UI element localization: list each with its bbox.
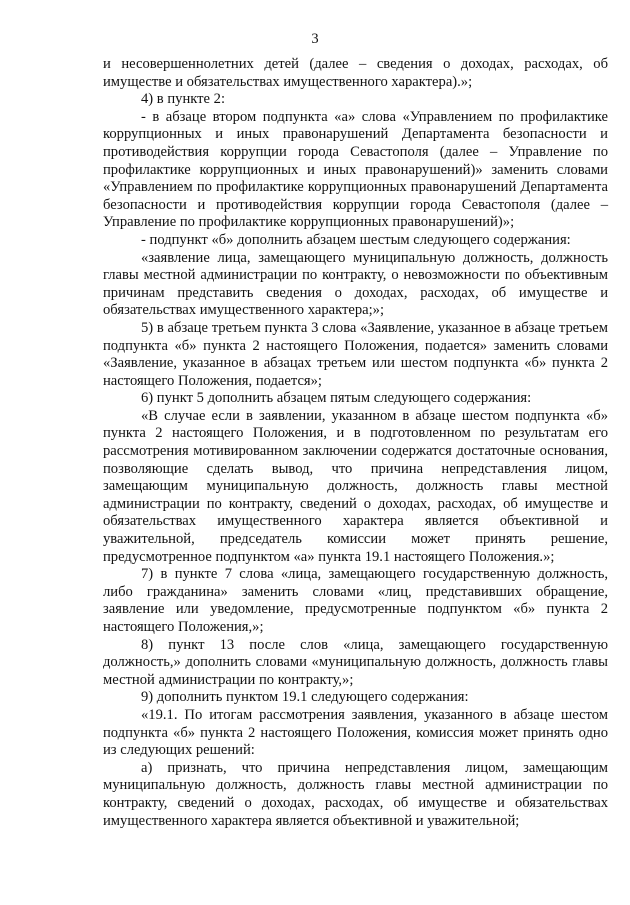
paragraph-2: 4) в пункте 2: — [141, 91, 226, 108]
paragraph-3: - в абзаце втором подпункта «а» слова «Управлением по профилактике коррупционных и иных правонарушений Департамента безопасности и противодействия коррупции города Севастополя (далее – Управление по профилактике коррупционных и иных правонарушений)» заменить словами «Управлением по профилактике коррупционных правонарушений Департамента безопасности и противодействия коррупции города Севастополя (далее – Управление по профилактике коррупционных правонарушений)»; — [103, 108, 608, 231]
page-number: 3 — [311, 31, 319, 47]
paragraph-1: и несовершеннолетних детей (далее – сведения о доходах, расходах, об имуществе и обязательствах имущественного характера).»; — [103, 56, 608, 90]
paragraph-4: - подпункт «б» дополнить абзацем шестым следующего содержания: — [141, 231, 571, 248]
paragraph-7: 6) пункт 5 дополнить абзацем пятым следующего содержания: — [141, 390, 532, 407]
document-body — [103, 56, 608, 830]
paragraph-10: 8) пункт 13 после слов «лица, замещающего государственную должность,» дополнить словами «муниципальную должность, должность главы местной администрации по контракту,»; — [103, 636, 608, 688]
paragraph-13: а) признать, что причина непредставления лицом, замещающим муниципальную должность, должность главы местной администрации по контракту, сведений о доходах, расходах, об имуществе и обязательствах имущественного характера является объективной и уважительной; — [103, 759, 608, 829]
paragraph-5: «заявление лица, замещающего муниципальную должность, должность главы местной администрации по контракту, о невозможности по объективным причинам представить сведения о доходах, расходах, об имуществе и обязательствах имущественного характера;»; — [103, 249, 608, 319]
paragraph-9: 7) в пункте 7 слова «лица, замещающего государственную должность, либо гражданина» заменить словами «лиц, представивших обращение, заявление или уведомление, предусмотренные подпунктом «б» пункта 2 настоящего Положения,»; — [103, 566, 608, 635]
paragraph-8: «В случае если в заявлении, указанном в абзаце шестом подпункта «б» пункта 2 настоящего Положения, и в подготовленном по результатам его рассмотрения мотивированном заключении содержатся достаточные основания, позволяющие сделать вывод, что причина непредставления лицом, замещающим муниципальную должность, должность главы местной администрации по контракту, сведений о доходах, расходах, об имуществе и обязательствах имущественного характера является объективной и уважительной, председатель комиссии может принять решение, предусмотренное подпунктом «а» пункта 19.1 настоящего Положения.»; — [103, 407, 608, 565]
paragraph-12: «19.1. По итогам рассмотрения заявления, указанного в абзаце шестом подпункта «б» пункта 2 настоящего Положения, комиссия может принять одно из следующих решений: — [103, 706, 608, 759]
paragraph-11: 9) дополнить пунктом 19.1 следующего содержания: — [141, 689, 469, 706]
paragraph-6: 5) в абзаце третьем пункта 3 слова «Заявление, указанное в абзаце третьем подпункта «б» пункта 2 настоящего Положения, подается» заменить словами «Заявление, указанное в абзацах третьем или шестом подпункта «б» пункта 2 настоящего Положения, подается»; — [103, 319, 608, 389]
